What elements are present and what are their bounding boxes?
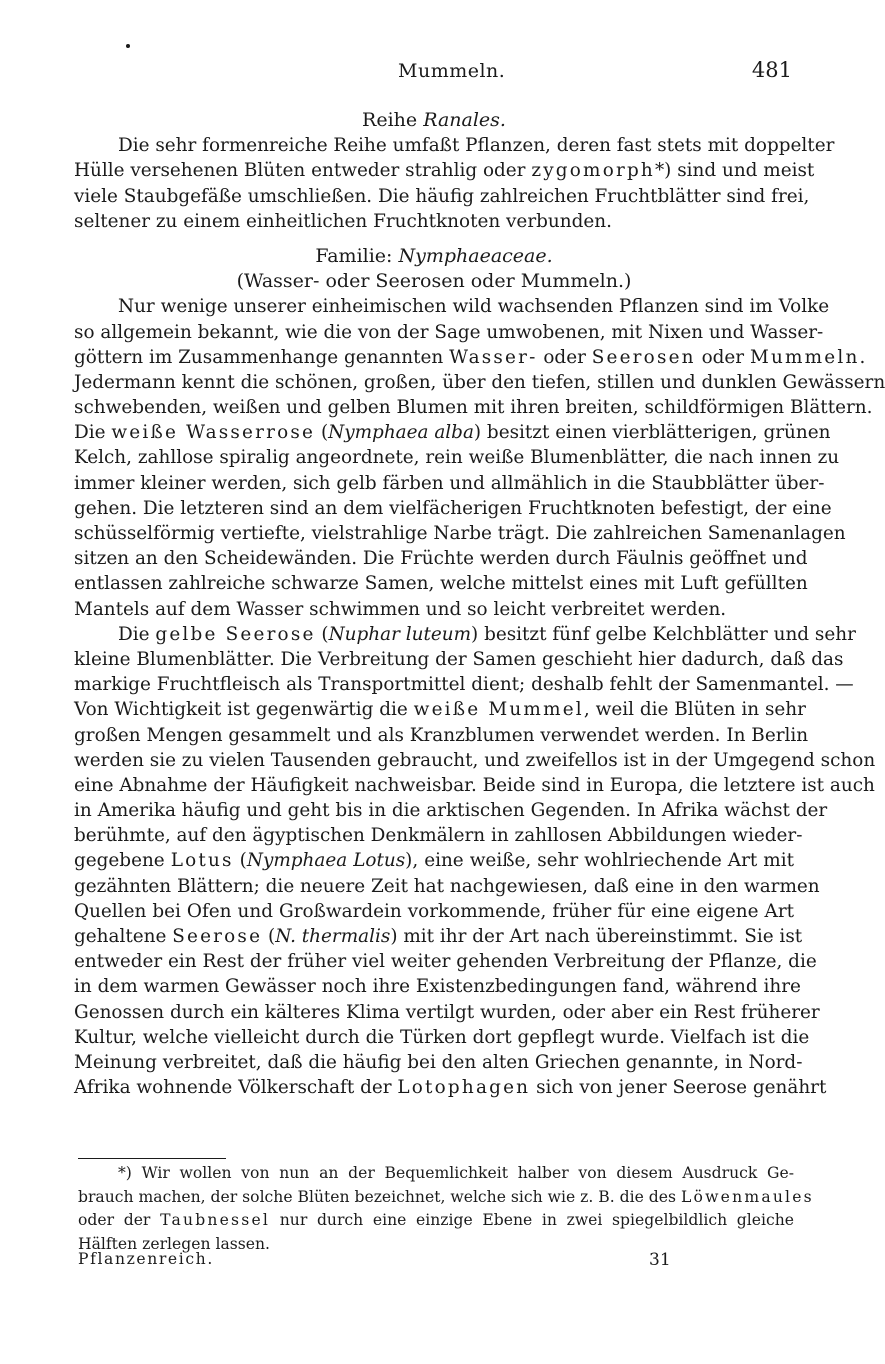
text-line: gehen. Die letzteren sind an dem vielfächerigen Fruchtknoten befestigt, der eine — [74, 497, 832, 519]
text-line: Nur wenige unserer einheimischen wild wachsenden Pflanzen sind im Volke — [118, 296, 830, 318]
footnote-line: *) Wir wollen von nun an der Bequemlichkeit halber von diesem Ausdruck Ge- — [118, 1164, 794, 1182]
text-line: Hülle versehenen Blüten entweder strahlig oder zygomorph*) sind und meist — [74, 160, 815, 182]
family-heading-label: Familie: — [315, 244, 399, 267]
order-paragraph — [74, 133, 835, 234]
order-heading-label: Reihe — [362, 109, 424, 131]
text-line: gegebene Lotus (Nymphaea Lotus), eine weiße, sehr wohlriechende Art mit — [74, 850, 794, 872]
text-line: schwebenden, weißen und gelben Blumen mit ihren breiten, schildförmigen Blättern. — [74, 397, 873, 419]
text-line: gehaltene Seerose (N. thermalis) mit ihr der Art nach übereinstimmt. Sie ist — [74, 926, 803, 947]
text-line: Die weiße Wasserrose (Nymphaea alba) besitzt einen vierblätterigen, grünen — [74, 422, 831, 444]
text-line: gezähnten Blättern; die neuere Zeit hat nachgewiesen, daß eine in den warmen — [74, 875, 820, 897]
text-line: in dem warmen Gewässer noch ihre Existenzbedingungen fand, während ihre — [74, 976, 801, 998]
text-line: viele Staubgefäße umschließen. Die häufig zahlreichen Fruchtblätter sind frei, — [74, 185, 810, 207]
family-heading — [74, 244, 794, 269]
text-line: Jedermann kennt die schönen, großen, über den tiefen, stillen und dunklen Gewässern — [74, 371, 885, 393]
text-line: Kultur, welche vielleicht durch die Türken dort gepflegt wurde. Vielfach ist die — [74, 1026, 810, 1048]
text-line: sitzen an den Scheidewänden. Die Früchte werden durch Fäulnis geöffnet und — [74, 548, 808, 570]
text-line: Kelch, zahllose spiralig angeordnete, rein weiße Blumenblätter, die nach innen zu — [74, 447, 840, 469]
text-line: werden sie zu vielen Tausenden gebraucht, und zweifellos ist in der Umgegend schon — [74, 749, 876, 771]
text-line: so allgemein bekannt, wie die von der Sage umwobenen, mit Nixen und Wasser- — [74, 321, 824, 343]
text-line: Die sehr formenreiche Reihe umfaßt Pflanzen, deren fast stets mit doppelter — [118, 135, 835, 157]
footnote-line: oder der Taubnessel nur durch eine einzige Ebene in zwei spiegelbildlich gleiche — [78, 1211, 794, 1230]
text-line: kleine Blumenblätter. Die Verbreitung der Samen geschieht hier dadurch, daß das — [74, 648, 844, 670]
family-heading-name: Nymphaeaceae. — [398, 244, 553, 267]
paragraph-nuphar — [74, 622, 876, 1101]
text-line: göttern im Zusammenhange genannten Wasser- oder Seerosen oder Mummeln. — [74, 346, 866, 368]
text-line: seltener zu einem einheitlichen Fruchtknoten verbunden. — [74, 210, 612, 232]
text-line: entweder ein Rest der früher viel weiter gehenden Verbreitung der Pflanze, die — [74, 951, 817, 973]
text-line: großen Mengen gesammelt und als Kranzblumen verwendet werden. In Berlin — [74, 724, 809, 746]
print-speck — [126, 44, 130, 48]
order-heading — [74, 108, 794, 133]
main-text — [74, 108, 885, 1100]
text-line: Meinung verbreitet, daß die häufig bei den alten Griechen genannte, in Nord- — [74, 1051, 803, 1073]
text-line: immer kleiner werden, sich gelb färben und allmählich in die Staubblätter über- — [74, 472, 825, 494]
signature-mark: Pflanzenreich. — [78, 1250, 214, 1268]
footnote-line: brauch machen, der solche Blüten bezeichnet, welche sich wie z. B. die des Löwenmaules — [78, 1187, 814, 1206]
text-line: Quellen bei Ofen und Großwardein vorkommende, früher für eine eigene Art — [74, 900, 794, 922]
text-line: in Amerika häufig und geht bis in die arktischen Gegenden. In Afrika wächst der — [74, 800, 828, 822]
text-line: Mantels auf dem Wasser schwimmen und so leicht verbreitet werden. — [74, 598, 727, 620]
running-head: Mummeln. — [398, 60, 506, 82]
footnote — [78, 1162, 814, 1256]
text-line: schüsselförmig vertiefte, vielstrahlige Narbe trägt. Die zahlreichen Samenanlagen — [74, 523, 846, 544]
footnote-rule — [78, 1158, 226, 1159]
text-line: entlassen zahlreiche schwarze Samen, welche mittelst eines mit Luft gefüllten — [74, 573, 808, 595]
text-line: Afrika wohnende Völkerschaft der Lotophagen sich von jener Seerose genährt — [74, 1077, 827, 1099]
text-line: berühmte, auf den ägyptischen Denkmälern in zahllosen Abbildungen wieder- — [74, 825, 803, 847]
paragraph-nymphaea — [74, 294, 885, 621]
text-line: markige Fruchtfleisch als Transportmittel dient; deshalb fehlt der Samenmantel. — — [74, 674, 854, 696]
sheet-number: 31 — [649, 1250, 671, 1270]
footnote-line: Hälften zerlegen lassen. — [78, 1234, 270, 1253]
text-line: eine Abnahme der Häufigkeit nachweisbar. Beide sind in Europa, die letztere ist auch — [74, 774, 875, 796]
order-heading-name: Ranales. — [423, 109, 506, 131]
text-line: Genossen durch ein kälteres Klima vertilgt wurden, oder aber ein Rest früherer — [74, 1001, 820, 1023]
page-number: 481 — [751, 58, 792, 82]
text-line: Die gelbe Seerose (Nuphar luteum) besitzt fünf gelbe Kelchblätter und sehr — [118, 623, 856, 645]
family-subtitle: (Wasser- oder Seerosen oder Mummeln.) — [236, 270, 632, 293]
text-line: Von Wichtigkeit ist gegenwärtig die weiße Mummel, weil die Blüten in sehr — [74, 699, 806, 721]
